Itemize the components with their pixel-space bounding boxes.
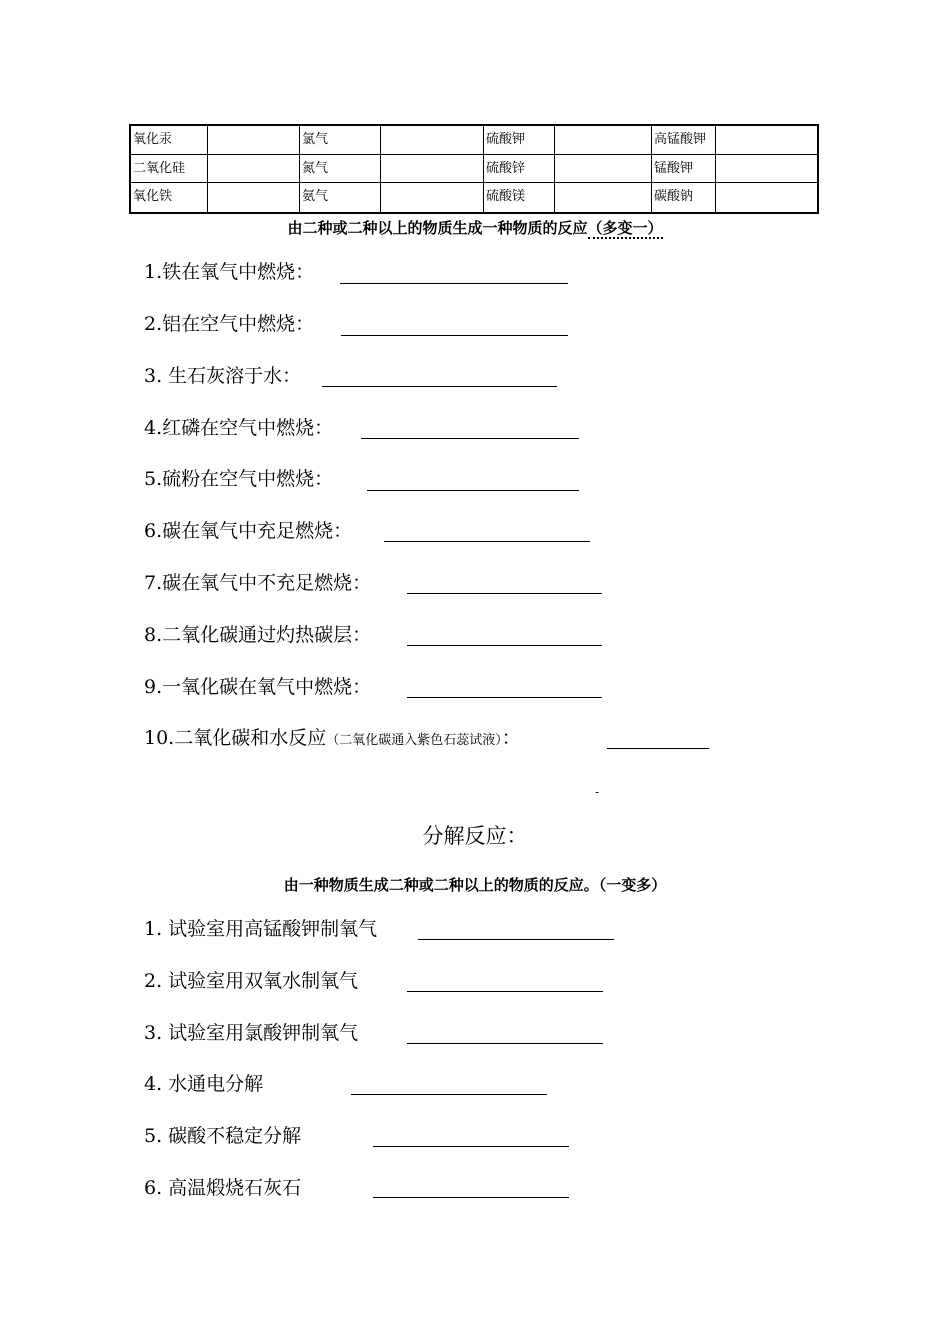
combination-heading-note: （多变一） bbox=[587, 219, 663, 237]
table-cell-blank bbox=[381, 183, 484, 212]
answer-blank[interactable] bbox=[607, 748, 709, 749]
answer-blank[interactable] bbox=[407, 645, 602, 646]
table-cell: 氧化汞 bbox=[131, 126, 208, 155]
table-cell: 硫酸镁 bbox=[484, 183, 555, 212]
table-cell-blank bbox=[555, 126, 652, 155]
answer-blank[interactable] bbox=[322, 386, 557, 387]
table-cell-blank bbox=[555, 183, 652, 212]
combination-item-1: 1.铁在氧气中燃烧： bbox=[144, 261, 315, 283]
table-cell-blank bbox=[716, 126, 817, 155]
table-cell-blank bbox=[208, 155, 300, 184]
combination-heading-main: 由二种或二种以上的物质生成一种物质的反应 bbox=[287, 219, 588, 237]
table-cell-blank bbox=[716, 155, 817, 184]
decomposition-item-4: 4. 水通电分解 bbox=[144, 1073, 264, 1095]
answer-blank[interactable] bbox=[407, 991, 603, 992]
answer-blank[interactable] bbox=[407, 593, 602, 594]
answer-blank[interactable] bbox=[373, 1197, 569, 1198]
table-cell: 碳酸钠 bbox=[652, 183, 716, 212]
combination-item-2: 2.铝在空气中燃烧： bbox=[144, 313, 315, 335]
decomposition-item-3: 3. 试验室用氯酸钾制氧气 bbox=[144, 1022, 359, 1044]
decomposition-item-2: 2. 试验室用双氧水制氧气 bbox=[144, 970, 359, 992]
item10-colon: ： bbox=[501, 727, 521, 749]
table-cell: 高锰酸钾 bbox=[652, 126, 716, 155]
table-cell: 锰酸钾 bbox=[652, 155, 716, 184]
combination-item-8: 8.二氧化碳通过灼热碳层： bbox=[144, 624, 372, 646]
substance-table bbox=[129, 124, 819, 214]
answer-blank[interactable] bbox=[373, 1146, 569, 1147]
decomposition-item-1: 1. 试验室用高锰酸钾制氧气 bbox=[144, 918, 378, 940]
combination-item-4: 4.红磷在空气中燃烧： bbox=[144, 417, 334, 439]
combination-heading bbox=[0, 217, 950, 238]
table-cell-blank bbox=[555, 155, 652, 184]
table-cell: 氮气 bbox=[300, 155, 381, 184]
combination-item-6: 6.碳在氧气中充足燃烧： bbox=[144, 520, 353, 542]
table-cell: 氧化铁 bbox=[131, 183, 208, 212]
page-break-mark: - bbox=[595, 785, 600, 799]
answer-blank[interactable] bbox=[418, 939, 614, 940]
answer-blank[interactable] bbox=[361, 438, 579, 439]
combination-item-7: 7.碳在氧气中不充足燃烧： bbox=[144, 572, 372, 594]
answer-blank[interactable] bbox=[407, 1043, 603, 1044]
decomposition-item-5: 5. 碳酸不稳定分解 bbox=[144, 1125, 302, 1147]
item10-main: 10.二氧化碳和水反应 bbox=[144, 727, 327, 749]
table-cell: 氯气 bbox=[300, 126, 381, 155]
table-cell: 二氧化硅 bbox=[131, 155, 208, 184]
answer-blank[interactable] bbox=[367, 490, 579, 491]
table-cell-blank bbox=[208, 126, 300, 155]
table-cell: 硫酸钾 bbox=[484, 126, 555, 155]
combination-item-9: 9.一氧化碳在氧气中燃烧： bbox=[144, 676, 372, 698]
answer-blank[interactable] bbox=[407, 697, 602, 698]
table-cell-blank bbox=[381, 155, 484, 184]
answer-blank[interactable] bbox=[340, 283, 568, 284]
combination-item-5: 5.硫粉在空气中燃烧： bbox=[144, 468, 334, 490]
table-cell-blank bbox=[716, 183, 817, 212]
combination-item-3: 3. 生石灰溶于水： bbox=[144, 365, 302, 387]
table-cell-blank bbox=[208, 183, 300, 212]
answer-blank[interactable] bbox=[341, 335, 568, 336]
decomposition-item-6: 6. 高温煅烧石灰石 bbox=[144, 1177, 302, 1199]
table-cell: 氨气 bbox=[300, 183, 381, 212]
item10-note: （二氧化碳通入紫色石蕊试液） bbox=[326, 733, 502, 748]
decomposition-heading: 由一种物质生成二种或二种以上的物质的反应。（一变多） bbox=[283, 876, 667, 894]
table-cell: 硫酸锌 bbox=[484, 155, 555, 184]
table-cell-blank bbox=[381, 126, 484, 155]
answer-blank[interactable] bbox=[351, 1094, 547, 1095]
decomposition-title: 分解反应： bbox=[422, 824, 528, 848]
answer-blank[interactable] bbox=[384, 541, 590, 542]
combination-item-10 bbox=[144, 726, 521, 753]
